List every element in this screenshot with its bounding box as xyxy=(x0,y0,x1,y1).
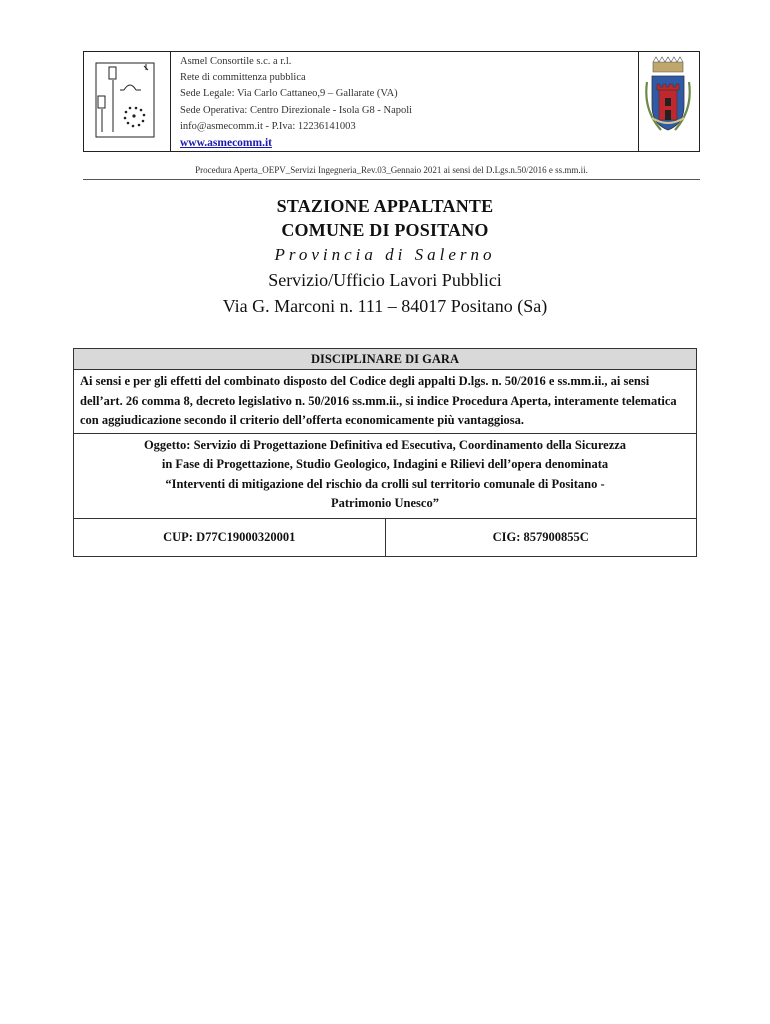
contact-info: info@asmecomm.it - P.Iva: 12236141003 xyxy=(180,120,356,132)
contracting-authority-title: STAZIONE APPALTANTE xyxy=(276,196,494,216)
tender-specification-table xyxy=(73,348,697,557)
cig-code: CIG: 857900855C xyxy=(492,529,589,544)
municipality-name: COMUNE DI POSITANO xyxy=(281,220,489,240)
letterhead-box xyxy=(83,51,700,152)
tender-subject xyxy=(74,434,696,519)
subject-label: Oggetto: xyxy=(143,437,191,452)
municipal-crest xyxy=(639,52,699,151)
subject-line-3: “Interventi di mitigazione del rischio da crolli sul territorio comunale di Positano - xyxy=(165,476,605,491)
org-tagline: Rete di committenza pubblica xyxy=(180,72,306,84)
procedure-reference: Procedura Aperta_OEPV_Servizi Ingegneria_Rev.03_Gennaio 2021 ai sensi del D.Lgs.n.50/2016 e ss.mm.ii. xyxy=(195,165,588,175)
operating-office: Sede Operativa: Centro Direzionale - Isola G8 - Napoli xyxy=(180,104,413,116)
province-name: Provincia di Salerno xyxy=(274,245,496,264)
subject-line-2: in Fase di Progettazione, Studio Geologico, Indagini e Rilievi dell’opera denominata xyxy=(161,457,609,471)
asmel-logo-icon xyxy=(84,52,170,151)
website-link[interactable]: www.asmecomm.it xyxy=(180,137,272,150)
asmel-logo xyxy=(84,52,171,151)
letterhead-text xyxy=(171,52,639,151)
cup-code: CUP: D77C19000320001 xyxy=(74,519,386,556)
org-name: Asmel Consortile s.c. a r.l. xyxy=(180,56,292,67)
table-heading: DISCIPLINARE DI GARA xyxy=(74,349,696,370)
office-name: Servizio/Ufficio Lavori Pubblici xyxy=(268,270,502,290)
subject-line-4: Patrimonio Unesco” xyxy=(331,496,439,510)
subject-line-1: Servizio di Progettazione Definitiva ed Esecutiva, Coordinamento della Sicurezza xyxy=(193,437,627,452)
registered-office: Sede Legale: Via Carlo Cattaneo,9 – Gallarate (VA) xyxy=(180,88,398,100)
codes-row xyxy=(74,519,696,556)
municipal-crest-icon xyxy=(639,52,697,151)
header-divider xyxy=(83,179,700,180)
legal-basis-text: Ai sensi e per gli effetti del combinato disposto del Codice degli appalti D.lgs. n. 50/2016 e ss.mm.ii., ai sensi dell’art. 26 comma 8, decreto legislativo n. 50/2016 ss.mm.ii., si indice Procedura Aperta, interamente telematica con aggiudicazione secondo il criterio dell’offerta economicamente più vantaggiosa. xyxy=(74,370,696,434)
office-address: Via G. Marconi n. 111 – 84017 Positano (Sa) xyxy=(222,296,548,316)
